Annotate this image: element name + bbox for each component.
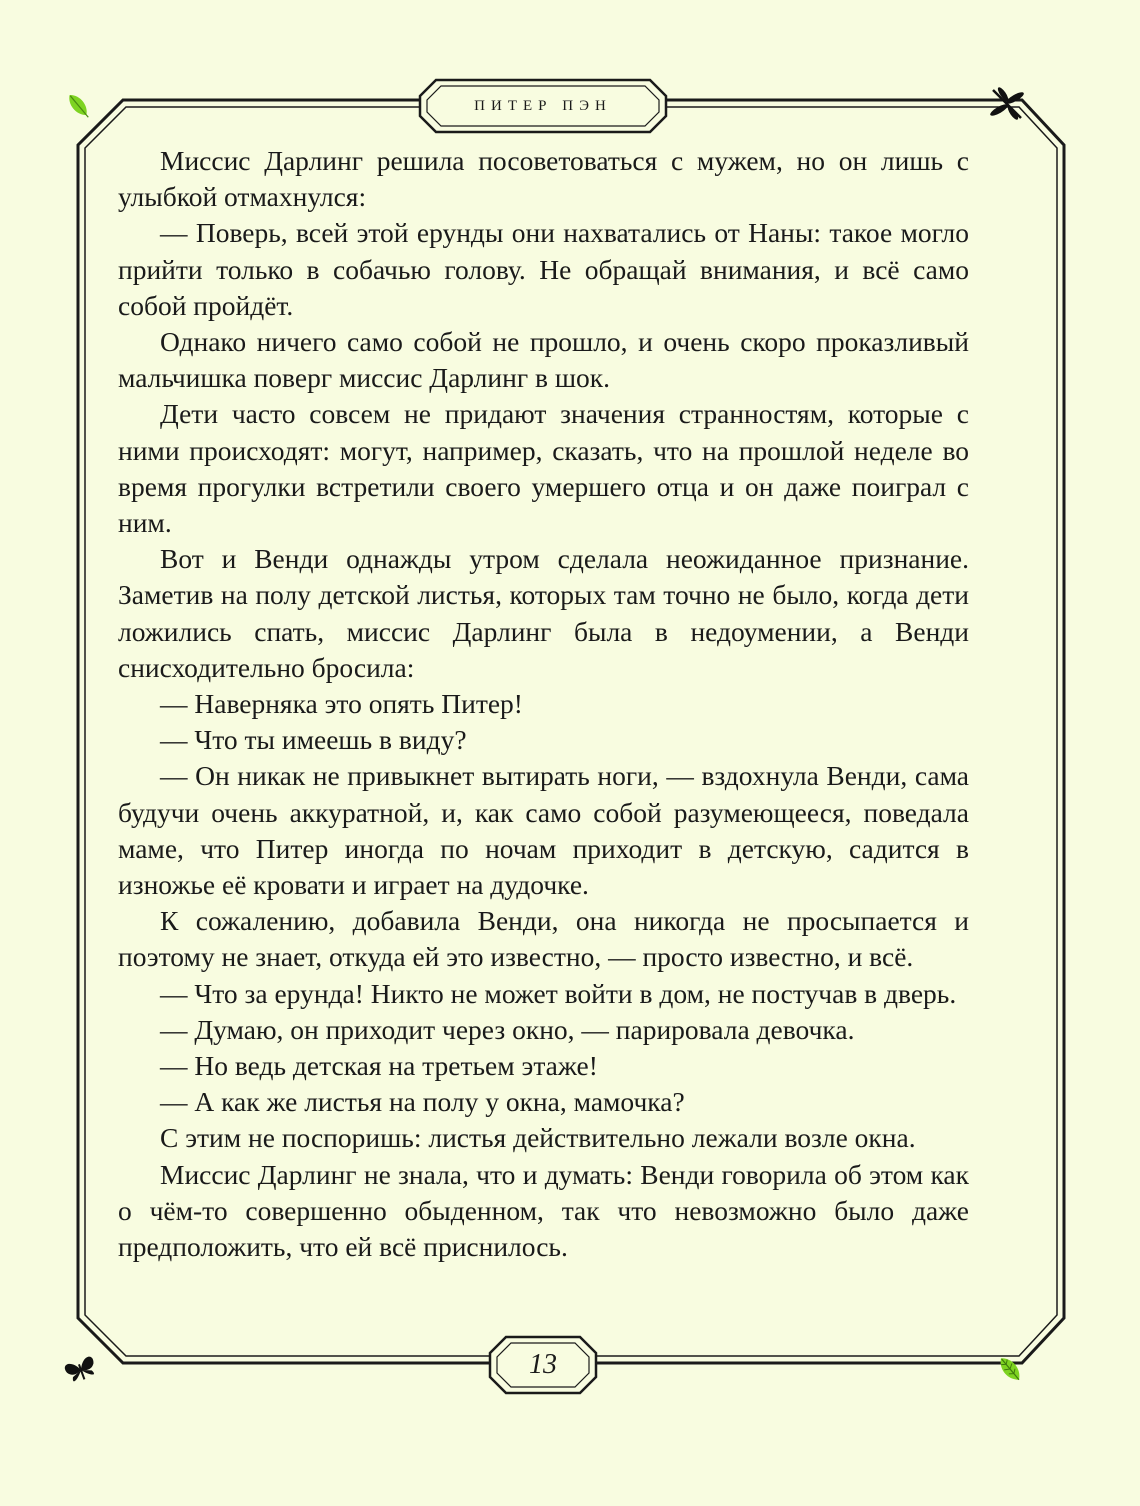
paragraph: Вот и Венди однажды утром сделала неожиданное признание. Заметив на полу детской листья, которых там точно не было, когда дети ложились спать, миссис Дарлинг была в недоумении, а Венди снисходительно бросила: [118, 543, 969, 683]
paragraph: Миссис Дарлинг решила посоветоваться с мужем, но он лишь с улыбкой отмахнулся: [118, 145, 969, 213]
paragraph: — Он никак не привыкнет вытирать ноги, — вздохнула Венди, сама будучи очень аккуратной, и, как само собой разумеющееся, поведала маме, что Питер иногда по ночам приходит в детскую, садится в изножье её кровати и играет на дудочке. [118, 760, 969, 901]
body-text [118, 143, 969, 1265]
butterfly-icon [64, 1356, 99, 1385]
paragraph: — Думаю, он приходит через окно, — парировала девочка. [160, 1013, 855, 1045]
running-title: ПИТЕР ПЭН [474, 97, 612, 114]
leaf-icon [65, 91, 93, 121]
paragraph: — Что за ерунда! Никто не может войти в дом, не постучав в дверь. [160, 977, 957, 1009]
paragraph: — Наверняка это опять Питер! [160, 688, 523, 720]
paragraph: — Поверь, всей этой ерунды они нахватались от Наны: такое могло прийти только в собачью голову. Не обращай внимания, и всё само собой пройдёт. [118, 217, 969, 321]
paragraph: Миссис Дарлинг не знала, что и думать: Венди говорила об этом как о чём-то совершенно обыденном, так что невозможно было даже предположить, что ей всё приснилось. [118, 1158, 969, 1263]
paragraph: — Но ведь детская на третьем этаже! [160, 1050, 598, 1082]
dragonfly-icon [989, 86, 1026, 121]
paragraph: С этим не поспоришь: листья действительно лежали возле окна. [160, 1122, 916, 1154]
paragraph: К сожалению, добавила Венди, она никогда не просыпается и поэтому не знает, откуда ей это известно, — просто известно, и всё. [118, 905, 969, 973]
paragraph: Дети часто совсем не придают значения странностям, которые с ними происходят: могут, например, сказать, что на прошлой неделе во время прогулки встретили своего умершего отца и он даже поиграл с ним. [118, 398, 969, 539]
paragraph: — А как же листья на полу у окна, мамочка? [160, 1086, 685, 1118]
leaf-icon [996, 1354, 1024, 1384]
page-number: 13 [529, 1349, 557, 1380]
paragraph: — Что ты имеешь в виду? [160, 724, 467, 756]
paragraph: Однако ничего само собой не прошло, и очень скоро проказливый мальчишка поверг миссис Дарлинг в шок. [118, 326, 969, 394]
